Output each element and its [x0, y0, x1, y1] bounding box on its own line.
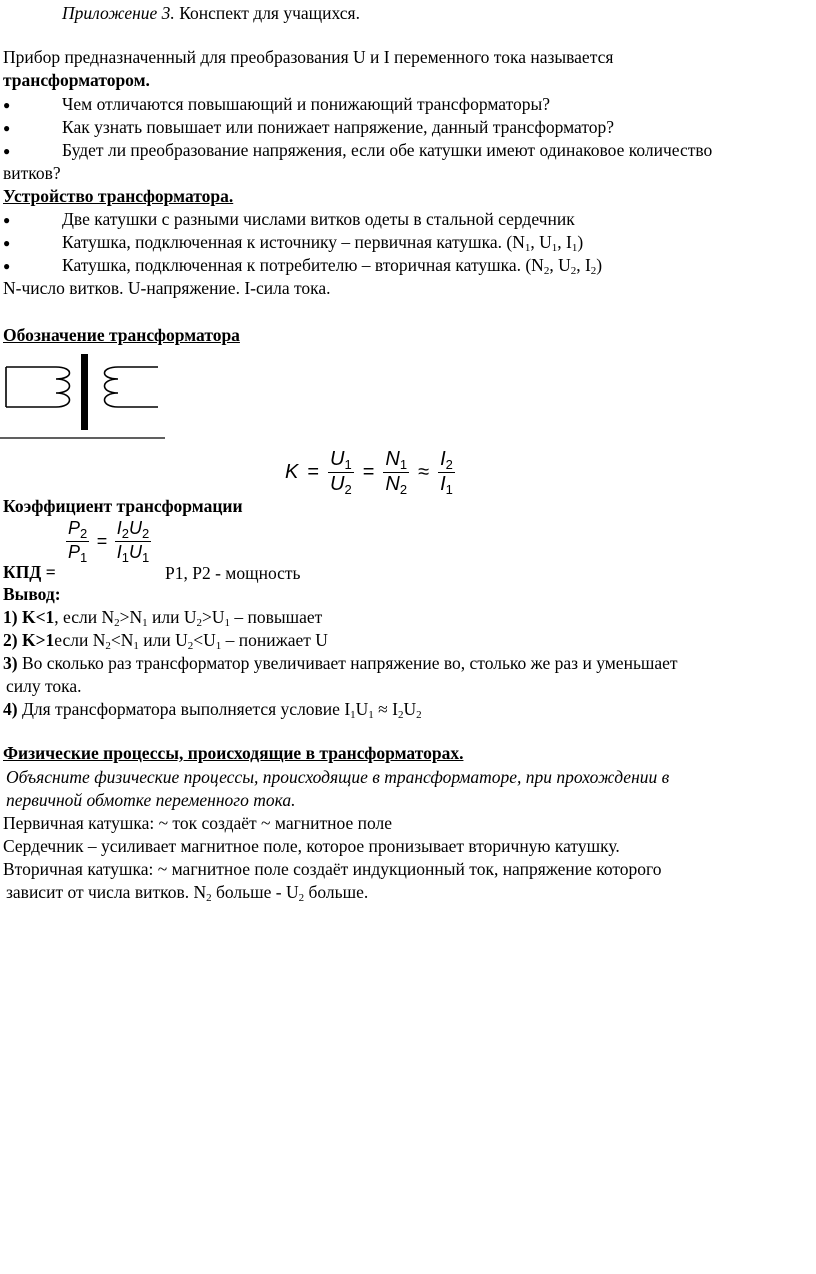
core-bar	[81, 354, 88, 430]
intro-term: трансформатором.	[3, 70, 150, 90]
conclusion-2: 2) K>1если $N_2<N_1$ или $U_2<U_1$ – понижает U	[3, 630, 328, 652]
question-1: Чем отличаются повышающий и понижающий трансформаторы?	[62, 94, 551, 114]
efficiency-formula: $\frac{P_2}{P_1}$ = $\frac{I_2U_2}{I_1U_1}$	[68, 518, 150, 565]
bullet-icon: ●	[3, 144, 11, 158]
intro-text: Прибор предназначенный для преобразования U и I переменного тока называется	[3, 47, 614, 67]
question-2: Как узнать повышает или понижает напряжение, данный трансформатор?	[62, 117, 615, 137]
appendix-label: Приложение 3.	[62, 3, 175, 23]
transformer-symbol-icon	[0, 350, 170, 442]
processes-heading: Физические процессы, происходящие в трансформаторах.	[3, 743, 464, 763]
device-legend: N-число витков. U-напряжение. I-сила тока.	[3, 278, 331, 298]
bullet-icon: ●	[3, 121, 11, 135]
process-secondary: Вторичная катушка: ~ магнитное поле создаёт индукционный ток, напряжение которого	[3, 859, 662, 879]
device-item-1: Две катушки с разными числами витков одеты в стальной сердечник	[62, 209, 575, 229]
bullet-icon: ●	[3, 98, 11, 112]
appendix-title	[62, 2, 360, 24]
conclusion-heading: Вывод:	[3, 584, 61, 604]
device-item-3: Катушка, подключенная к потребителю – вторичная катушка. ($N_2$, $U_2$, $I_2$)	[62, 255, 603, 277]
designation-heading: Обозначение трансформатора	[3, 325, 240, 345]
bullet-icon: ●	[3, 213, 11, 227]
coefficient-label: Коэффициент трансформации	[3, 496, 243, 516]
question-3: Будет ли преобразование напряжения, если обе катушки имеют одинаковое количество	[62, 140, 713, 160]
device-item-2: Катушка, подключенная к источнику – первичная катушка. ($N_1$, $U_1$, $I_1$)	[62, 232, 584, 254]
device-heading: Устройство трансформатора.	[3, 186, 234, 206]
efficiency-label: КПД =	[3, 562, 56, 582]
process-secondary-cont: зависит от числа витков. $N_2$ больше - $U_2$ больше.	[6, 882, 369, 904]
coefficient-formula: K = $\frac{U_1}{U_2}$ = $\frac{N_1}{N_2}$ ≈ $\frac{I_2}{I_1}$	[285, 448, 453, 497]
conclusion-4: 4) Для трансформатора выполняется условие $I_1U_1 \approx I_2U_2$	[3, 699, 422, 721]
processes-task-1: Объясните физические процессы, происходящие в трансформаторе, при прохождении в	[6, 767, 670, 787]
conclusion-3: 3) Во сколько раз трансформатор увеличивает напряжение во, столько же раз и уменьшает	[3, 653, 678, 673]
bullet-icon: ●	[3, 236, 11, 250]
process-core: Сердечник – усиливает магнитное поле, которое пронизывает вторичную катушку.	[3, 836, 620, 856]
appendix-subtitle: Конспект для учащихся.	[174, 3, 360, 23]
bullet-icon: ●	[3, 259, 11, 273]
conclusion-3-cont: силу тока.	[6, 676, 82, 696]
process-primary: Первичная катушка: ~ ток создаёт ~ магнитное поле	[3, 813, 393, 833]
processes-task-2: первичной обмотке переменного тока.	[6, 790, 296, 810]
efficiency-note: Р1, Р2 - мощность	[165, 563, 301, 583]
question-3-cont: витков?	[3, 163, 61, 183]
conclusion-1: 1) K<1, если $N_2>N_1$ или $U_2>U_1$ – повышает	[3, 607, 323, 629]
